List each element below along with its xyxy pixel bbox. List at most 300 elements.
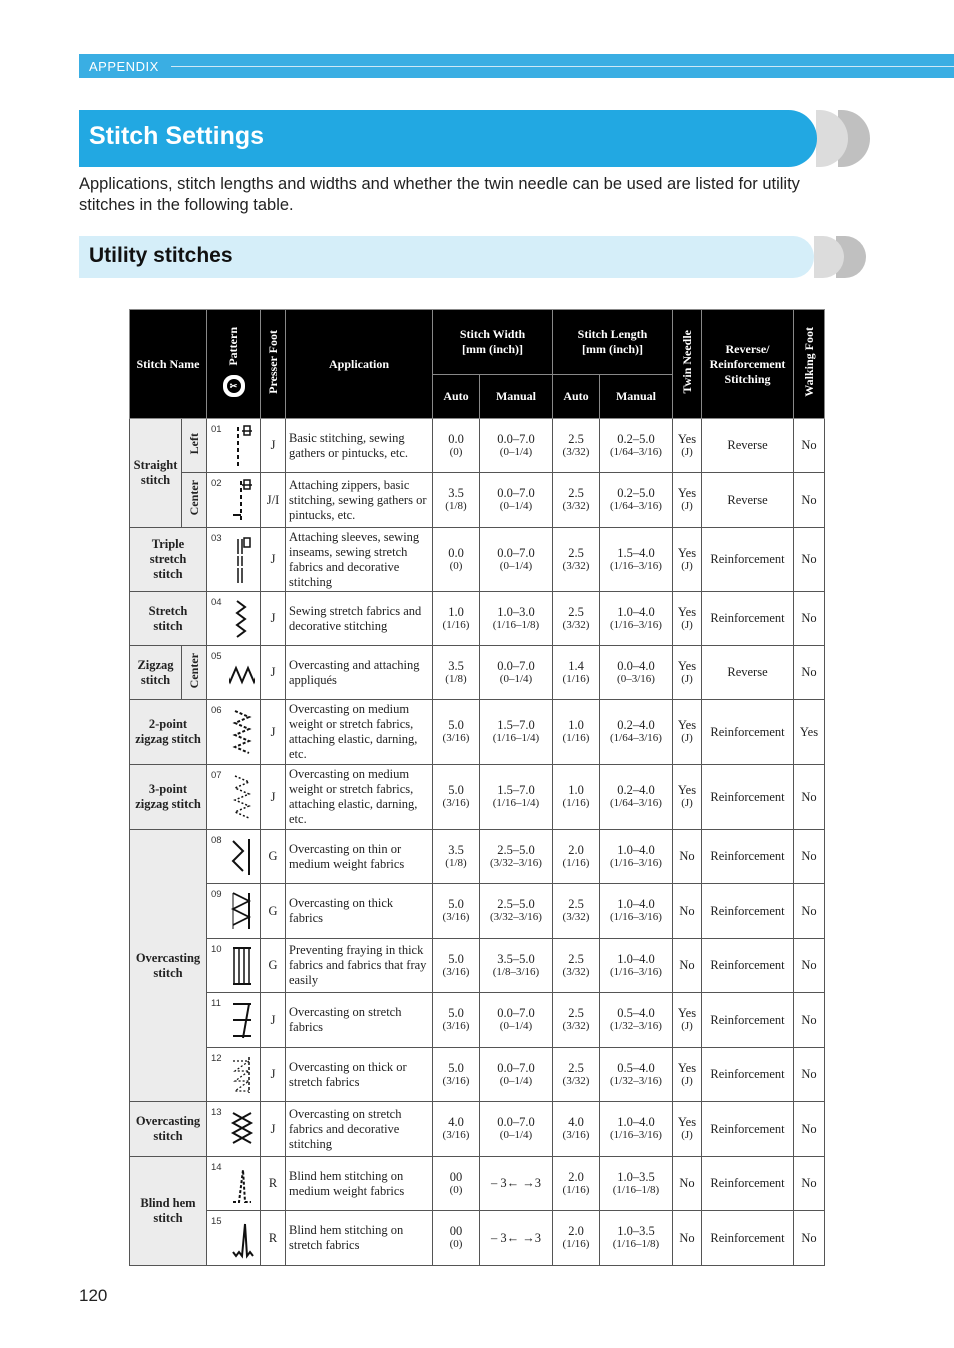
table-row (130, 646, 825, 700)
width-auto (433, 830, 480, 884)
width-manual (480, 473, 553, 528)
length-auto-value: 2.5 (568, 604, 584, 619)
length-manual (600, 646, 673, 700)
stitch-sub-label: Center (186, 652, 201, 689)
subtitle-bar (79, 236, 814, 278)
stitch-pattern (207, 419, 261, 473)
stitch-pattern (207, 830, 261, 884)
length-manual-inch: (1/32–3/16) (610, 1020, 662, 1032)
table-row (130, 1102, 825, 1157)
width-auto (433, 1102, 480, 1157)
width-auto-value: 00 (449, 1169, 463, 1184)
width-auto-inch: (3/16) (442, 965, 470, 978)
stitch-pattern (207, 765, 261, 830)
walking-foot: No (794, 884, 825, 939)
stitch-name-line: Stretch (148, 603, 188, 618)
header-length-auto: Auto (553, 375, 600, 419)
length-auto (553, 830, 600, 884)
overcast-thin-icon (229, 836, 255, 877)
application: Blind hem stitching on medium weight fabrics (286, 1157, 433, 1211)
header-width-manual: Manual (480, 375, 553, 419)
stitch-name (130, 592, 207, 646)
application: Overcasting and attaching appliqués (286, 646, 433, 700)
presser-foot: J (261, 993, 286, 1048)
reverse-stitching: Reinforcement (702, 993, 794, 1048)
width-manual (480, 646, 553, 700)
twin-needle (673, 1211, 702, 1266)
header-stitch-length: Stitch Length [mm (inch)] (553, 310, 673, 375)
triple-stretch-icon (229, 534, 255, 585)
width-auto-value: 5.0 (448, 1006, 464, 1020)
stitch-name-line: stitch (153, 618, 183, 633)
length-manual-value: 1.0–3.5 (617, 1169, 655, 1184)
stretch-icon (229, 598, 255, 639)
reverse-stitching: Reinforcement (702, 830, 794, 884)
length-auto-value: 1.4 (568, 658, 584, 673)
stitch-name-line: stitch (140, 672, 171, 687)
length-manual-inch: (1/64–3/16) (610, 732, 662, 744)
page-title: Stitch Settings (89, 122, 265, 150)
walking-foot: No (794, 419, 825, 473)
twin-needle-value: Yes (677, 545, 697, 560)
width-manual-inch: (0–1/4) (499, 445, 533, 458)
overcast-stretch-icon (229, 999, 255, 1041)
length-manual-inch: (1/16–3/16) (610, 618, 662, 631)
pattern-number: 08 (211, 835, 222, 846)
width-auto-value: 0.0 (448, 431, 464, 446)
width-manual (480, 765, 553, 830)
twin-needle (673, 1048, 702, 1102)
overcast-fray-icon (229, 945, 255, 986)
length-auto-inch: (3/32) (562, 1020, 590, 1032)
stitch-name-line: zigzag stitch (135, 797, 201, 811)
reverse-stitching: Reinforcement (702, 884, 794, 939)
table-row (130, 700, 825, 765)
length-auto-value: 4.0 (568, 1115, 584, 1129)
width-auto-inch: (0) (449, 1183, 463, 1196)
stitch-pattern (207, 993, 261, 1048)
presser-foot: J (261, 419, 286, 473)
pattern-number: 07 (211, 770, 222, 781)
width-manual-value: 0.0–7.0 (497, 1060, 535, 1075)
walking-foot: No (794, 1102, 825, 1157)
header-twin-needle (673, 310, 702, 419)
length-auto (553, 1211, 600, 1266)
twin-needle-foot: (J) (681, 445, 693, 458)
length-manual-inch: (1/16–1/8) (612, 1183, 660, 1196)
reverse-stitching: Reverse (702, 419, 794, 473)
presser-foot: J (261, 646, 286, 700)
stitch-name-line: stretch (149, 552, 187, 566)
twin-needle-value: Yes (677, 604, 697, 619)
application: Attaching zippers, basic stitching, sewing gathers or pintucks, etc. (286, 473, 433, 528)
pattern-number: 01 (211, 424, 222, 435)
width-manual (480, 419, 553, 473)
length-auto (553, 765, 600, 830)
width-auto-value: 00 (449, 1224, 463, 1238)
twin-needle-value: No (679, 1230, 695, 1245)
length-auto-inch: (1/16) (562, 797, 590, 809)
length-auto (553, 646, 600, 700)
pattern-number: 06 (211, 705, 222, 716)
blind-hem-stretch-icon (229, 1217, 255, 1259)
overcast-thick-icon (229, 890, 255, 932)
pattern-number: 03 (211, 533, 222, 544)
walking-foot: No (794, 646, 825, 700)
stitch-name-line: Overcasting (135, 950, 201, 965)
stitch-name-line: 2-point (148, 717, 188, 731)
walking-foot: No (794, 1157, 825, 1211)
title-bar (79, 110, 817, 167)
length-manual-value: 0.2–5.0 (617, 431, 655, 446)
width-auto (433, 700, 480, 765)
length-manual (600, 939, 673, 993)
presser-foot: J (261, 1048, 286, 1102)
walking-foot: No (794, 473, 825, 528)
twin-needle-value: Yes (677, 431, 697, 446)
width-auto-value: 3.5 (448, 658, 464, 673)
twin-needle-foot: (J) (681, 618, 693, 631)
application: Basic stitching, sewing gathers or pintucks, etc. (286, 419, 433, 473)
presser-foot: J (261, 765, 286, 830)
length-manual-value: 0.2–4.0 (617, 718, 655, 732)
twin-needle-value: No (679, 958, 695, 972)
length-manual-inch: (1/16–3/16) (610, 1129, 662, 1141)
length-auto-inch: (3/32) (562, 1074, 590, 1087)
section-label: APPENDIX (89, 59, 159, 74)
straight-center-icon (229, 479, 255, 521)
stitch-sub-name (182, 646, 207, 700)
application: Blind hem stitching on stretch fabrics (286, 1211, 433, 1266)
width-manual-value: 1.0–3.0 (497, 604, 535, 619)
header-walking-foot-label: Walking Foot (801, 327, 816, 397)
width-auto-value: 5.0 (448, 897, 464, 911)
application: Overcasting on medium weight or stretch fabrics, attaching elastic, darning, etc. (286, 700, 433, 765)
reverse-stitching: Reinforcement (702, 765, 794, 830)
appendix-bar (79, 54, 954, 78)
length-auto (553, 939, 600, 993)
pattern-number: 10 (211, 944, 222, 955)
application: Overcasting on thick fabrics (286, 884, 433, 939)
stitch-name (130, 1157, 207, 1266)
length-manual-value: 0.2–4.0 (617, 783, 655, 797)
twin-needle (673, 765, 702, 830)
length-manual-value: 1.0–4.0 (617, 897, 655, 911)
length-manual (600, 830, 673, 884)
stitch-name-line: stitch (153, 1129, 183, 1143)
twin-needle-foot: (J) (681, 559, 693, 572)
twin-needle-value: Yes (677, 658, 697, 673)
pattern-number: 14 (211, 1162, 222, 1173)
table-row (130, 939, 825, 993)
zigzag-icon (229, 652, 255, 693)
width-manual-value: 0.0–7.0 (497, 1006, 535, 1020)
length-auto-value: 2.5 (568, 545, 584, 560)
reverse-stitching: Reverse (702, 646, 794, 700)
application: Preventing fraying in thick fabrics and fabrics that fray easily (286, 939, 433, 993)
width-auto-value: 3.5 (448, 486, 464, 500)
zigzag-3point-icon (229, 771, 255, 823)
width-manual-inch: (1/16–1/8) (492, 618, 540, 631)
stitch-pattern (207, 1048, 261, 1102)
width-auto-inch: (3/16) (442, 911, 470, 923)
length-manual (600, 419, 673, 473)
stitch-name-line: zigzag stitch (135, 732, 201, 746)
length-auto-inch: (3/32) (562, 500, 590, 512)
stitch-sub-name (182, 419, 207, 473)
twin-needle (673, 473, 702, 528)
width-manual-inch: (0–1/4) (499, 672, 533, 685)
stitch-name-line: stitch (140, 473, 171, 487)
twin-needle (673, 700, 702, 765)
stitch-pattern (207, 884, 261, 939)
presser-foot: J (261, 700, 286, 765)
appendix-rule (171, 66, 954, 67)
header-pattern-label: Pattern (226, 326, 240, 366)
application: Overcasting on stretch fabrics (286, 993, 433, 1048)
length-manual (600, 993, 673, 1048)
length-auto (553, 528, 600, 592)
width-auto (433, 419, 480, 473)
stitch-sub-label: Center (186, 480, 201, 516)
reverse-stitching: Reverse (702, 473, 794, 528)
width-manual-value: 0.0–7.0 (497, 1115, 535, 1129)
length-manual (600, 1211, 673, 1266)
table-row (130, 1211, 825, 1266)
stitch-pattern (207, 700, 261, 765)
application: Overcasting on stretch fabrics and decorative stitching (286, 1102, 433, 1157)
header-application: Application (286, 310, 433, 419)
table-row (130, 765, 825, 830)
length-manual-inch: (1/16–3/16) (610, 856, 662, 869)
width-manual-value: 2.5–5.0 (497, 842, 535, 857)
length-manual (600, 1102, 673, 1157)
length-manual-value: 1.0–4.0 (617, 951, 655, 966)
presser-foot: G (261, 884, 286, 939)
length-auto (553, 592, 600, 646)
table-row (130, 884, 825, 939)
page-number: 120 (79, 1286, 108, 1305)
walking-foot: No (794, 939, 825, 993)
width-manual-inch: (0–1/4) (499, 500, 533, 512)
walking-foot: No (794, 528, 825, 592)
stitch-name (130, 528, 207, 592)
pattern-number: 13 (211, 1107, 222, 1118)
stitch-pattern (207, 1102, 261, 1157)
presser-foot: J/I (261, 473, 286, 528)
application: Overcasting on thick or stretch fabrics (286, 1048, 433, 1102)
length-auto-value: 2.0 (568, 1169, 584, 1184)
twin-needle-foot: (J) (681, 1129, 693, 1141)
twin-needle (673, 646, 702, 700)
width-manual-inch: (0–1/4) (499, 1074, 533, 1087)
width-auto (433, 592, 480, 646)
width-auto-inch: (1/8) (445, 856, 467, 869)
header-length-manual: Manual (600, 375, 673, 419)
length-manual (600, 700, 673, 765)
length-auto-value: 1.0 (568, 783, 584, 797)
reverse-stitching: Reinforcement (702, 1157, 794, 1211)
width-auto-value: 5.0 (448, 1060, 464, 1075)
stitch-name-line: Overcasting (135, 1114, 201, 1128)
width-auto (433, 939, 480, 993)
walking-foot: No (794, 1048, 825, 1102)
presser-foot: G (261, 830, 286, 884)
length-manual (600, 1157, 673, 1211)
width-manual (480, 700, 553, 765)
stitch-name-line: 3-point (148, 782, 188, 796)
application: Overcasting on medium weight or stretch fabrics, attaching elastic, darning, etc. (286, 765, 433, 830)
twin-needle-foot: (J) (681, 732, 693, 744)
length-manual (600, 1048, 673, 1102)
length-manual (600, 528, 673, 592)
reverse-stitching: Reinforcement (702, 1048, 794, 1102)
pattern-number: 09 (211, 889, 222, 900)
table-body (130, 419, 825, 1266)
twin-needle-foot: (J) (681, 500, 693, 512)
table-row (130, 1048, 825, 1102)
stitch-pattern (207, 646, 261, 700)
width-auto-value: 5.0 (448, 783, 464, 797)
pattern-number: 11 (211, 998, 221, 1009)
table-row (130, 473, 825, 528)
stitch-name (130, 765, 207, 830)
width-manual (480, 993, 553, 1048)
width-auto-inch: (1/8) (445, 672, 467, 685)
overcast-thick-stretch-icon (229, 1054, 255, 1095)
length-manual-value: 0.5–4.0 (617, 1060, 655, 1075)
length-manual-inch: (1/64–3/16) (610, 445, 662, 458)
stitch-name (130, 646, 182, 700)
length-auto-inch: (3/32) (562, 618, 590, 631)
table-row (130, 419, 825, 473)
presser-foot: G (261, 939, 286, 993)
length-auto-value: 2.5 (568, 486, 584, 500)
walking-foot: Yes (794, 700, 825, 765)
length-manual-inch: (1/64–3/16) (610, 797, 662, 809)
zigzag-2point-icon (229, 706, 255, 758)
length-manual-value: 1.0–3.5 (617, 1224, 655, 1238)
intro-text: Applications, stitch lengths and widths and whether the twin needle can be used are listed for utility stitches in the following table. (79, 175, 800, 214)
stitch-sub-name (182, 473, 207, 528)
header-walking-foot (794, 310, 825, 419)
width-auto-inch: (3/16) (442, 797, 470, 809)
width-manual-value: 0.0–7.0 (497, 545, 535, 560)
twin-needle (673, 419, 702, 473)
stitch-name-line: stitch (153, 965, 183, 980)
length-manual-value: 0.2–5.0 (617, 486, 655, 500)
width-manual-inch: (0–1/4) (499, 559, 533, 572)
width-auto (433, 473, 480, 528)
stitch-pattern (207, 528, 261, 592)
reverse-stitching: Reinforcement (702, 1102, 794, 1157)
stitch-pattern (207, 473, 261, 528)
width-manual (480, 1102, 553, 1157)
width-auto (433, 765, 480, 830)
reverse-stitching: Reinforcement (702, 592, 794, 646)
width-auto-inch: (0) (449, 1238, 463, 1250)
length-manual-inch: (1/16–3/16) (610, 559, 662, 572)
stitch-pattern (207, 1211, 261, 1266)
width-manual (480, 1048, 553, 1102)
length-auto-value: 1.0 (568, 718, 584, 732)
section-subtitle: Utility stitches (89, 244, 233, 267)
length-auto-inch: (1/16) (562, 1183, 590, 1196)
width-manual-inch: (3/32–3/16) (490, 856, 542, 869)
length-auto-inch: (1/16) (562, 672, 590, 685)
length-manual (600, 473, 673, 528)
width-auto-value: 5.0 (448, 718, 464, 732)
twin-needle-value: Yes (677, 783, 697, 797)
width-manual-inch: (0–1/4) (499, 1129, 533, 1141)
length-manual-inch: (1/16–3/16) (610, 911, 662, 923)
width-auto (433, 1157, 480, 1211)
length-auto-value: 2.0 (568, 842, 584, 857)
pattern-number: 04 (211, 597, 222, 608)
length-auto-value: 2.0 (568, 1224, 584, 1238)
length-manual-value: 1.5–4.0 (617, 545, 655, 560)
width-manual (480, 830, 553, 884)
stitch-pattern (207, 592, 261, 646)
length-manual-value: 1.0–4.0 (617, 842, 655, 857)
width-auto (433, 884, 480, 939)
length-auto (553, 473, 600, 528)
width-manual (480, 592, 553, 646)
stitch-name-line: Straight (133, 458, 178, 472)
twin-needle (673, 830, 702, 884)
stitch-name (130, 700, 207, 765)
length-manual-value: 0.0–4.0 (617, 658, 655, 673)
length-auto-inch: (3/32) (562, 445, 590, 458)
width-auto-value: 5.0 (448, 951, 464, 966)
width-auto-value: 0.0 (448, 545, 464, 560)
stitch-pattern (207, 939, 261, 993)
application: Attaching sleeves, sewing inseams, sewing stretch fabrics and decorative stitching (286, 528, 433, 592)
length-manual-inch: (0–3/16) (617, 672, 655, 685)
length-auto-value: 2.5 (568, 1060, 584, 1075)
length-auto-value: 2.5 (568, 897, 584, 911)
length-manual-inch: (1/16–3/16) (610, 965, 662, 978)
straight-left-icon (229, 425, 255, 466)
length-auto (553, 1048, 600, 1102)
pattern-number: 12 (211, 1053, 222, 1064)
length-manual-inch: (1/16–1/8) (612, 1238, 660, 1250)
stitch-name-line: stitch (153, 1211, 183, 1225)
width-manual-inch: (3/32–3/16) (490, 911, 542, 923)
header-reverse: Reverse/ Reinforcement Stitching (702, 310, 794, 419)
width-auto (433, 1211, 480, 1266)
stitch-table (129, 309, 825, 1266)
width-auto-inch: (3/16) (442, 1020, 470, 1032)
twin-needle (673, 993, 702, 1048)
length-manual-value: 0.5–4.0 (617, 1006, 655, 1020)
width-auto-value: 4.0 (448, 1115, 464, 1129)
stitch-name (130, 419, 182, 528)
length-auto (553, 1157, 600, 1211)
width-auto (433, 646, 480, 700)
header-twin-needle-label: Twin Needle (679, 330, 694, 394)
twin-needle (673, 939, 702, 993)
header-presser-foot (261, 310, 286, 419)
stitch-sub-label: Left (186, 432, 201, 455)
width-manual (480, 1211, 553, 1266)
twin-needle (673, 528, 702, 592)
length-manual (600, 765, 673, 830)
twin-needle (673, 884, 702, 939)
width-auto-inch: (1/16) (442, 618, 470, 631)
width-auto-inch: (0) (449, 445, 463, 458)
twin-needle-foot: (J) (681, 672, 693, 685)
